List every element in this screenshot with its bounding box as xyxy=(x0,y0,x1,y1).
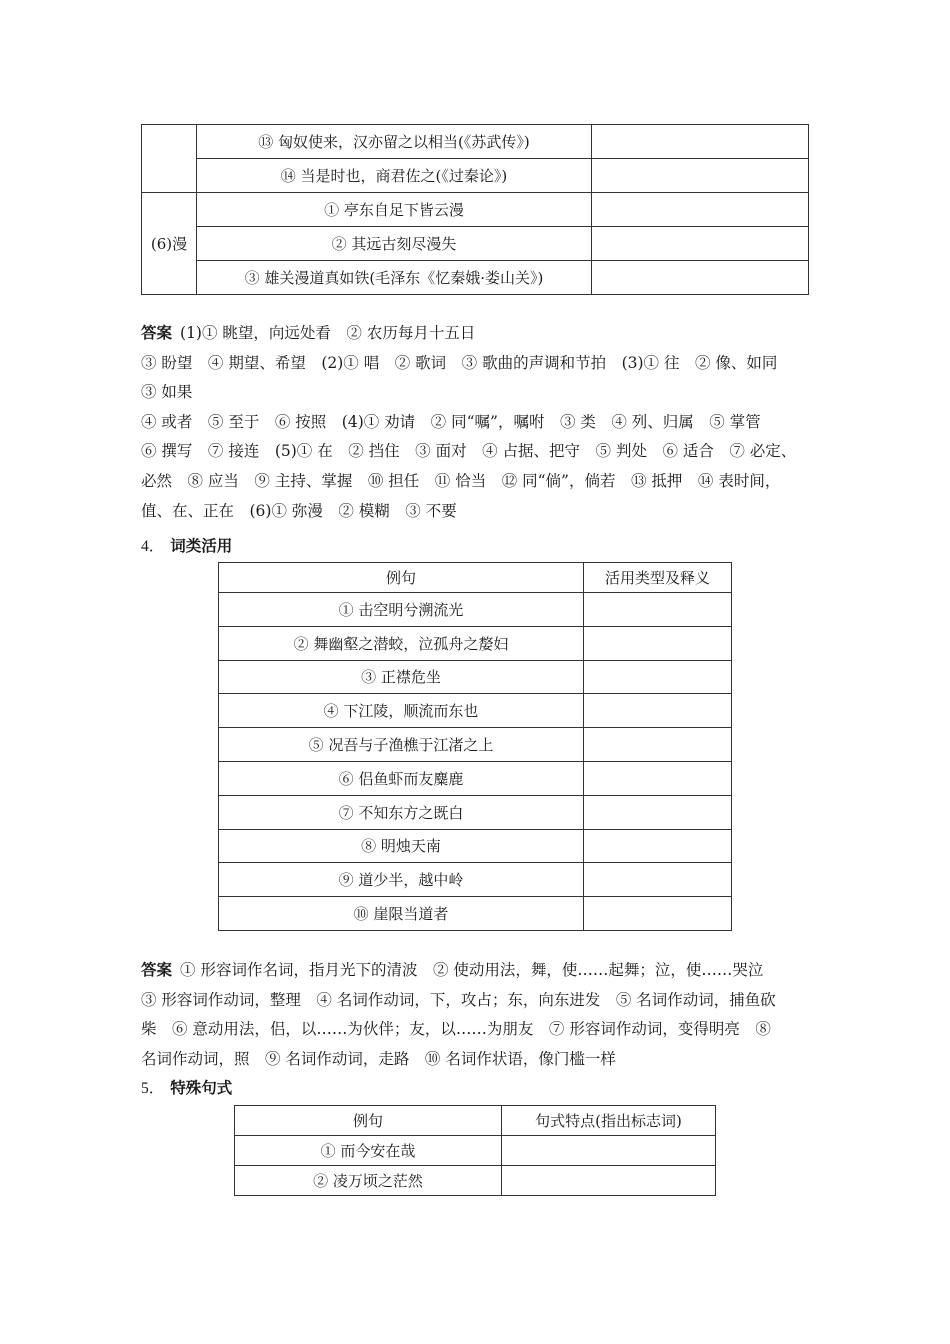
answer-line: ③ 如果 xyxy=(141,383,193,402)
example-cell: ② 其远古刻尽漫失 xyxy=(197,227,592,261)
example-cell: ⑤ 况吾与子渔樵于江渚之上 xyxy=(219,728,584,762)
section-heading-4: 4． 词类活用 xyxy=(141,537,233,555)
example-cell: ① 而今安在哉 xyxy=(235,1136,502,1166)
answer-line: 柴 ⑥ 意动用法，侣，以……为伙伴；友，以……为朋友 ⑦ 形容词作动词，变得明亮 ⑧ xyxy=(141,1020,771,1039)
example-cell: ③ 正襟危坐 xyxy=(219,660,584,694)
example-cell: ① 亭东自足下皆云漫 xyxy=(197,193,592,227)
group-label-cell xyxy=(142,125,197,193)
answer-blank-cell[interactable] xyxy=(592,159,809,193)
table-special-sentences xyxy=(234,1105,716,1196)
example-cell: ⑨ 道少半，越中岭 xyxy=(219,863,584,897)
answer-label: 答案 xyxy=(141,961,173,979)
answer-line: 名词作动词，照 ⑨ 名词作动词，走路 ⑩ 名词作状语，像门槛一样 xyxy=(141,1049,616,1068)
answer-blank-cell[interactable] xyxy=(584,761,732,795)
example-cell: ④ 下江陵，顺流而东也 xyxy=(219,694,584,728)
group-label-cell: (6)漫 xyxy=(142,193,197,295)
answer-line: 必然 ⑧ 应当 ⑨ 主持、掌握 ⑩ 担任 ⑪ 恰当 ⑫ 同“倘”，倘若 ⑬ 抵押 ⑭ 表时间， xyxy=(141,471,781,490)
answer-blank-cell[interactable] xyxy=(592,261,809,295)
answer-line: 答案 (1)① 眺望，向远处看 ② 农历每月十五日 xyxy=(141,324,476,342)
answer-line: ④ 或者 ⑤ 至于 ⑥ 按照 (4)① 劝请 ② 同“嘱”，嘱咐 ③ 类 ④ 列、归属 ⑤ 掌管 xyxy=(141,412,761,431)
answer-blank-cell[interactable] xyxy=(584,795,732,829)
answer-line: ③ 形容词作动词，整理 ④ 名词作动词，下，攻占；东，向东进发 ⑤ 名词作动词，捕鱼砍 xyxy=(141,990,776,1009)
answer-block-1 xyxy=(141,319,809,526)
example-cell: ② 凌万顷之茫然 xyxy=(235,1166,502,1196)
example-cell: ⑥ 侣鱼虾而友麋鹿 xyxy=(219,761,584,795)
answer-line: ③ 盼望 ④ 期望、希望 (2)① 唱 ② 歌词 ③ 歌曲的声调和节拍 (3)① 往 ② 像、如同 xyxy=(141,353,778,372)
table-word-class-usage xyxy=(218,562,732,931)
answer-blank-cell[interactable] xyxy=(502,1136,716,1166)
example-cell: ① 击空明兮溯流光 xyxy=(219,593,584,627)
answer-blank-cell[interactable] xyxy=(584,660,732,694)
header-cell-feature: 句式特点(指出标志词) xyxy=(502,1106,716,1136)
example-cell: ⑦ 不知东方之既白 xyxy=(219,795,584,829)
answer-line: 值、在、正在 (6)① 弥漫 ② 模糊 ③ 不要 xyxy=(141,501,457,520)
answer-blank-cell[interactable] xyxy=(592,193,809,227)
answer-blank-cell[interactable] xyxy=(592,227,809,261)
answer-blank-cell[interactable] xyxy=(584,593,732,627)
example-cell: ⑬ 匈奴使来，汉亦留之以相当(《苏武传》) xyxy=(197,125,592,159)
header-cell-example: 例句 xyxy=(219,563,584,593)
answer-blank-cell[interactable] xyxy=(584,728,732,762)
answer-blank-cell[interactable] xyxy=(592,125,809,159)
example-cell: ⑩ 崖限当道者 xyxy=(219,897,584,931)
answer-blank-cell[interactable] xyxy=(584,694,732,728)
example-cell: ⑧ 明烛天南 xyxy=(219,829,584,863)
header-cell-type: 活用类型及释义 xyxy=(584,563,732,593)
example-cell: ② 舞幽壑之潜蛟，泣孤舟之嫠妇 xyxy=(219,626,584,660)
answer-blank-cell[interactable] xyxy=(584,829,732,863)
answer-block-2 xyxy=(141,956,809,1074)
answer-blank-cell[interactable] xyxy=(584,626,732,660)
header-cell-example: 例句 xyxy=(235,1106,502,1136)
answer-line: ⑥ 撰写 ⑦ 接连 (5)① 在 ② 挡住 ③ 面对 ④ 占据、把守 ⑤ 判处 ⑥ 适合 ⑦ 必定、 xyxy=(141,442,797,461)
section-heading-5: 5． 特殊句式 xyxy=(141,1079,233,1097)
answer-blank-cell[interactable] xyxy=(584,863,732,897)
answer-blank-cell[interactable] xyxy=(584,897,732,931)
example-cell: ③ 雄关漫道真如铁(毛泽东《忆秦娥·娄山关》) xyxy=(197,261,592,295)
example-cell: ⑭ 当是时也，商君佐之(《过秦论》) xyxy=(197,159,592,193)
answer-label: 答案 xyxy=(141,324,173,342)
table-polysemy-continued xyxy=(141,124,809,295)
answer-line: 答案 ① 形容词作名词，指月光下的清波 ② 使动用法，舞，使……起舞；泣，使……哭泣 xyxy=(141,961,764,979)
answer-blank-cell[interactable] xyxy=(502,1166,716,1196)
